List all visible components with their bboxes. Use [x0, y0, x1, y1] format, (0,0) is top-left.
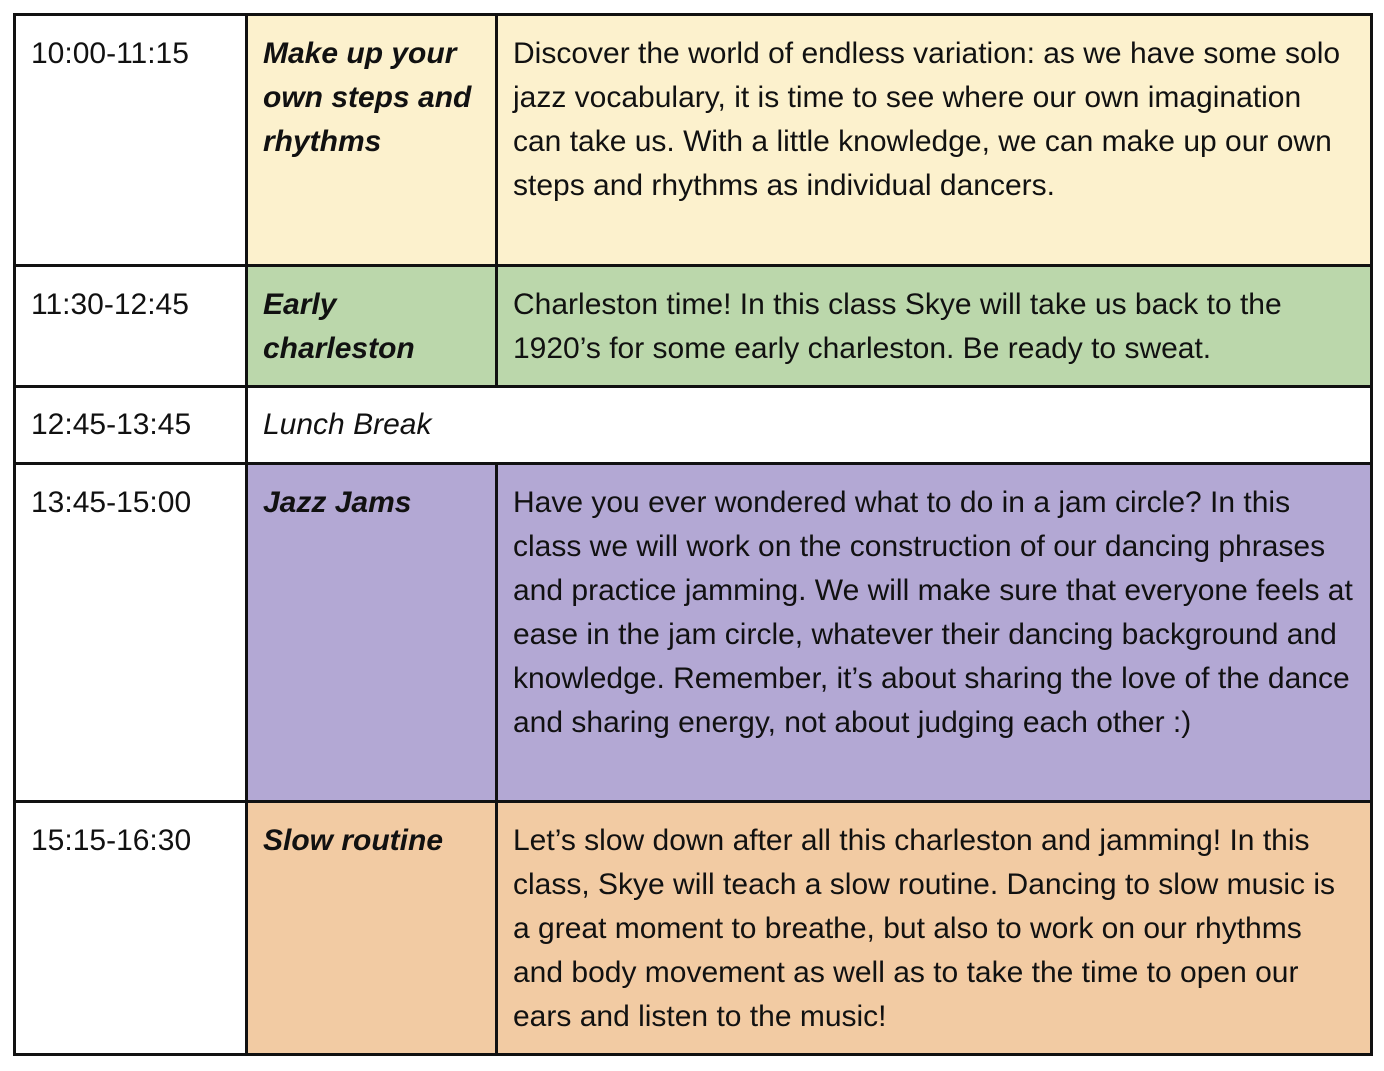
schedule-table: [13, 13, 1373, 1056]
time-cell: 15:15-16:30: [15, 802, 247, 1055]
time-cell: 11:30-12:45: [15, 266, 247, 387]
table-row: [15, 266, 1372, 387]
time-cell: 12:45-13:45: [15, 387, 247, 464]
class-description-cell: Discover the world of endless variation: as we have some solo jazz vocabulary, it is time to see where our own imagination can take us. With a little knowledge, we can make up our own steps and rhythms as individual dancers.: [497, 15, 1372, 266]
class-description-cell: Have you ever wondered what to do in a jam circle? In this class we will work on the construction of our dancing phrases and practice jamming. We will make sure that everyone feels at ease in the jam circle, whatever their dancing background and knowledge. Remember, it’s about sharing the love of the dance and sharing energy, not about judging each other :): [497, 464, 1372, 802]
class-title-cell: Jazz Jams: [247, 464, 497, 802]
table-row: [15, 802, 1372, 1055]
class-description-cell: Let’s slow down after all this charleston and jamming! In this class, Skye will teach a slow routine. Dancing to slow music is a great moment to breathe, but also to work on our rhythms and body movement as well as to take the time to open our ears and listen to the music!: [497, 802, 1372, 1055]
table-row: [15, 15, 1372, 266]
lunch-break-cell: Lunch Break: [247, 387, 1372, 464]
class-title-cell: Early charleston: [247, 266, 497, 387]
class-title-cell: Slow routine: [247, 802, 497, 1055]
class-title-cell: Make up your own steps and rhythms: [247, 15, 497, 266]
table-row: [15, 464, 1372, 802]
table-row: [15, 387, 1372, 464]
class-description-cell: Charleston time! In this class Skye will take us back to the 1920’s for some early charleston. Be ready to sweat.: [497, 266, 1372, 387]
time-cell: 10:00-11:15: [15, 15, 247, 266]
time-cell: 13:45-15:00: [15, 464, 247, 802]
